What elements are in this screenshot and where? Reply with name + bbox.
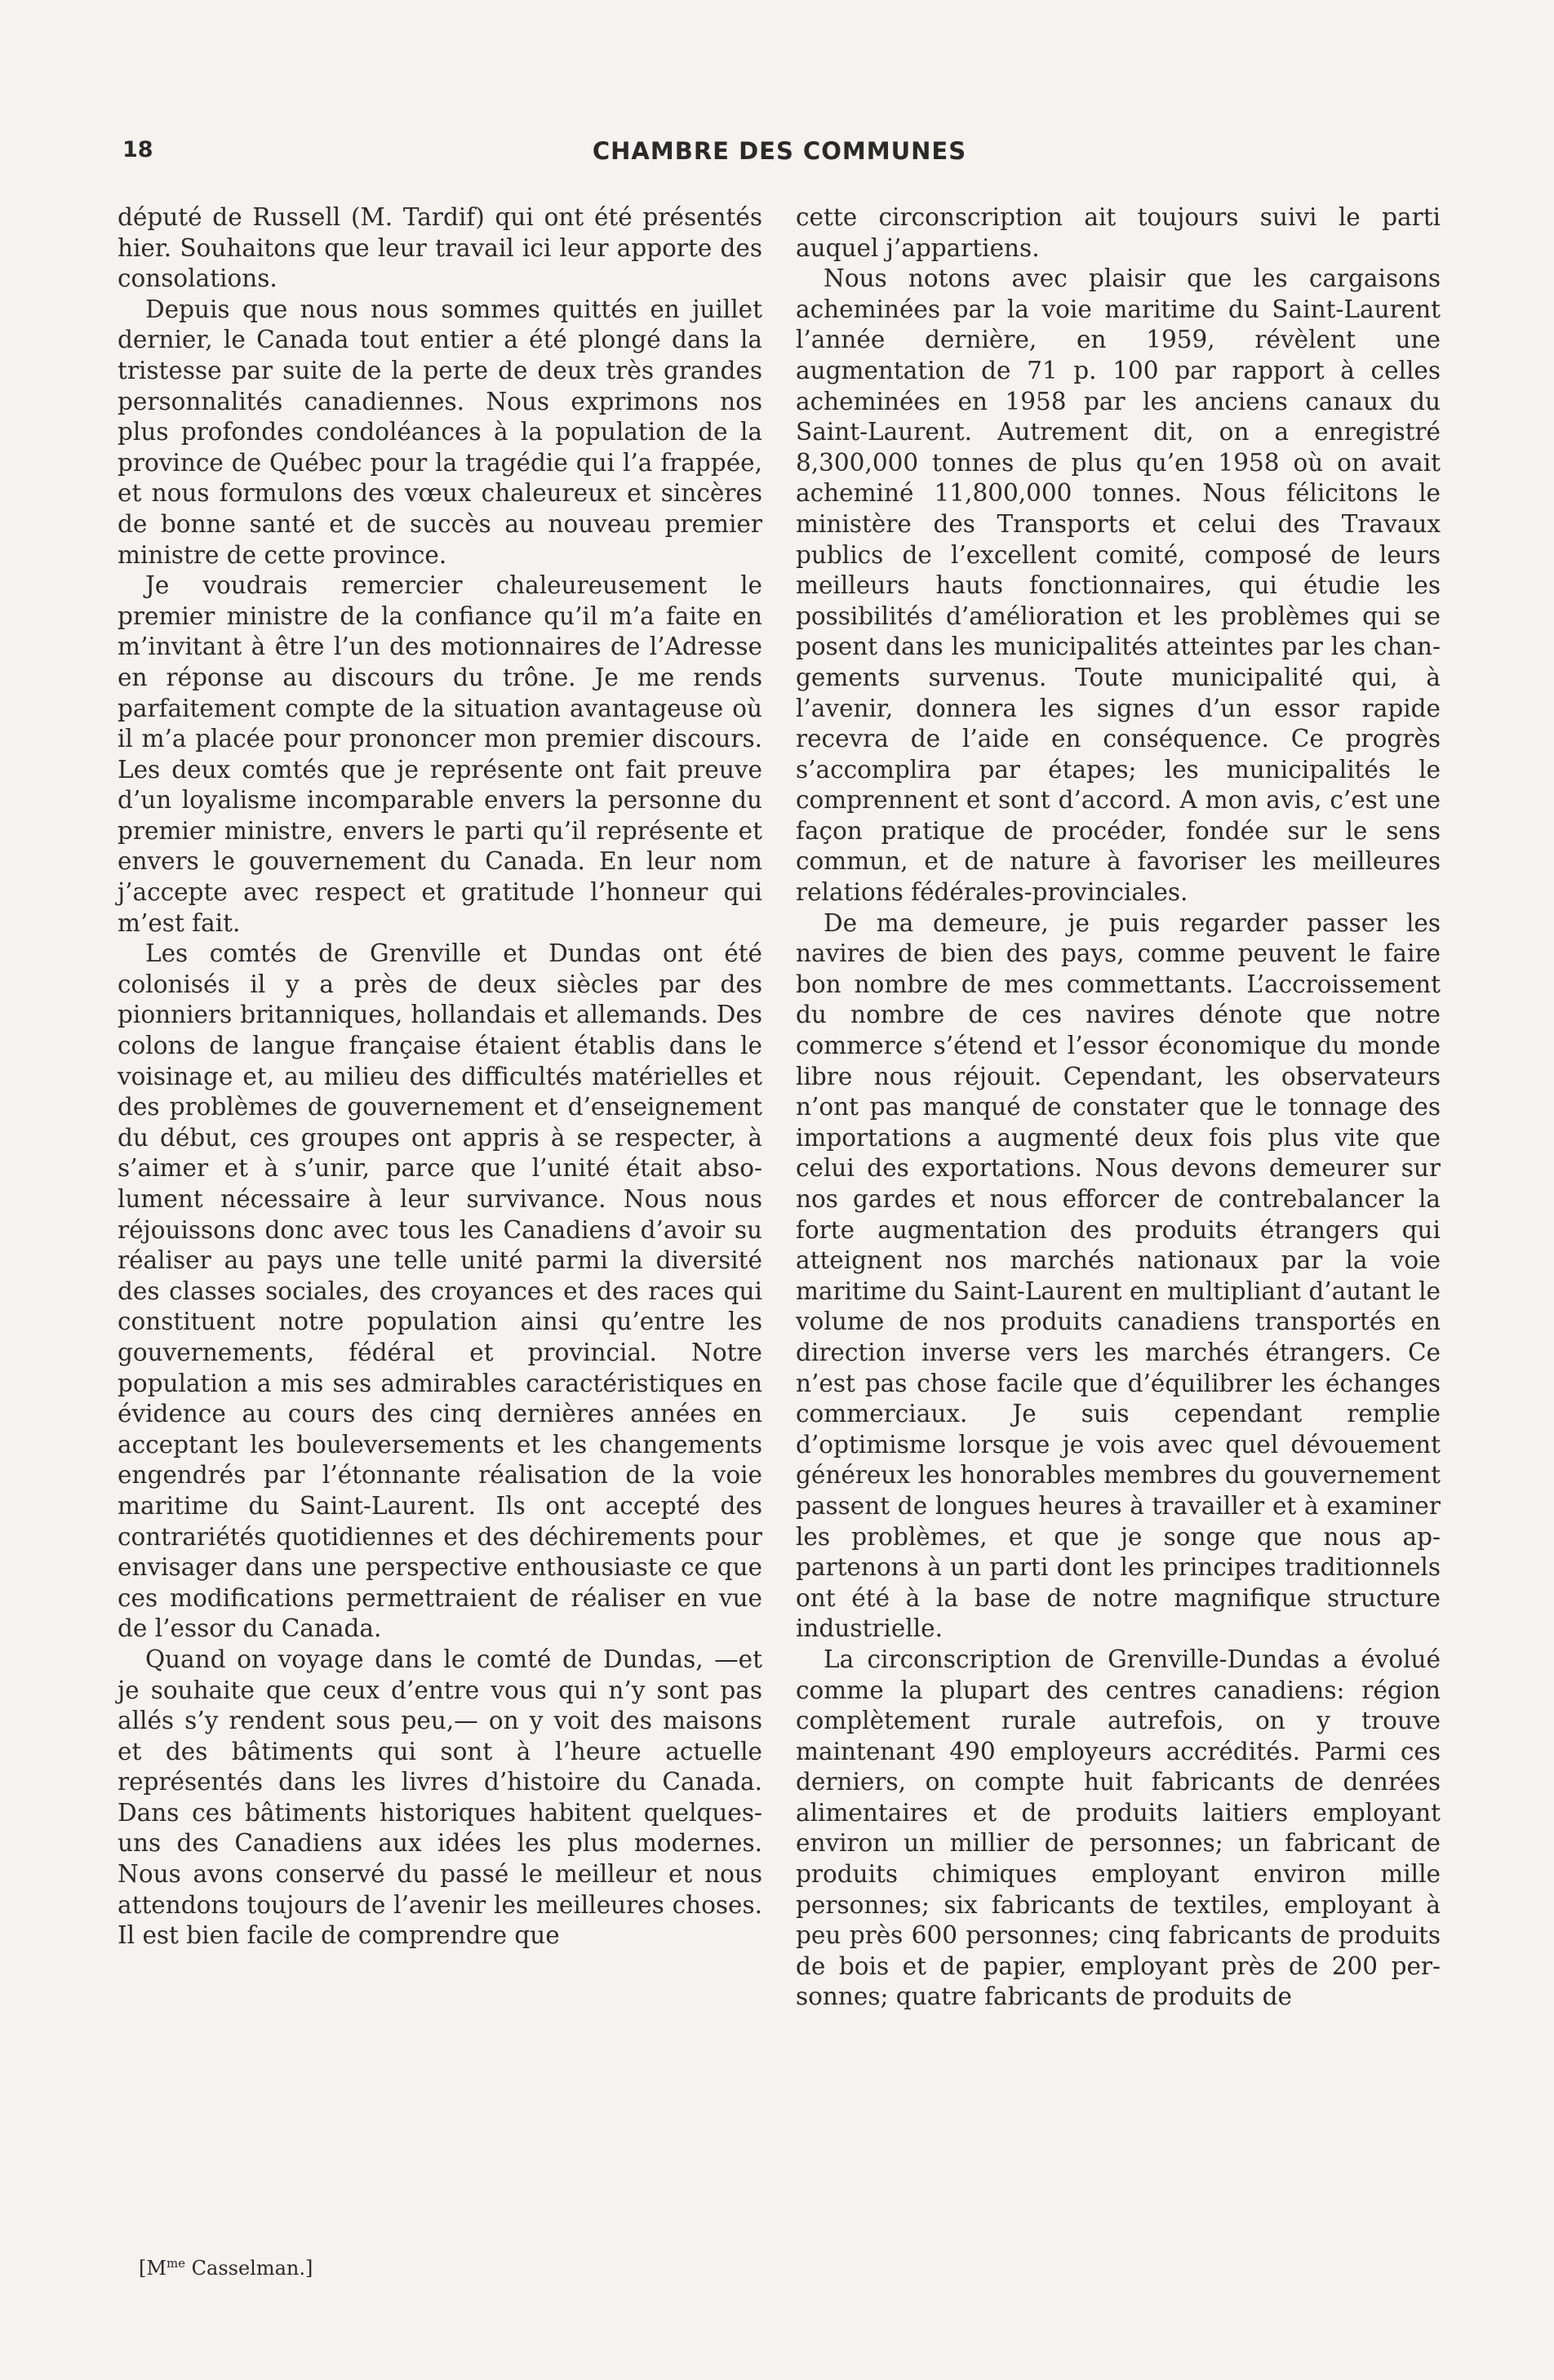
paragraph: Je voudrais remercier chaleureusement le premier ministre de la confiance qu’il m’a faite en m’invitant à être l’un des motionnaires de l’Adresse en réponse au discours du trône. Je me rends parfaitement compte de la situation avantageuse où il m’a placée pour prononcer mon premier discours. Les deux comtés que je représente ont fait preuve d’un loyalisme incomparable envers la personne du premier ministre, envers le parti qu’il représente et envers le gouvernement du Canada. En leur nom j’accepte avec respect et gratitude l’honneur qui m’est fait.: [118, 571, 762, 937]
paragraph: député de Russell (M. Tardif) qui ont été présentés hier. Souhaitons que leur travail ici leur apporte des consolations.: [118, 203, 762, 293]
right-column: [796, 202, 1441, 2013]
paragraph: cette circonscription ait toujours suivi le parti auquel j’appartiens.: [796, 203, 1441, 262]
left-column: [118, 202, 762, 1952]
speaker-title-sup: me: [166, 2256, 186, 2271]
speaker-open: [M: [139, 2257, 166, 2280]
speaker-name: Casselman.]: [185, 2257, 313, 2280]
paragraph: De ma demeure, je puis regarder passer les navires de bien des pays, comme peuvent le faire bon nombre de mes commettants. L’accroissement du nombre de ces navires dénote que notre commerce s’étend et l’essor économique du monde libre nous réjouit. Cependant, les observateurs n’ont pas manqué de constater que le tonnage des importations a augmenté deux fois plus vite que celui des exportations. Nous devons demeurer sur nos gardes et nous efforcer de contrebalancer la forte augmentation des produits étrangers qui atteignent nos marchés nationaux par la voie maritime du Saint-Laurent en multipliant d’autant le volume de nos produits canadiens transportés en direction inverse vers les marchés étrangers. Ce n’est pas chose facile que d’équilibrer les échanges commerciaux. Je suis cependant remplie d’optimisme lorsque je vois avec quel dévouement généreux les honorables membres du gouvernement passent de longues heures à travailler et à examiner les problèmes, et que je songe que nous appartenons à un parti dont les principes traditionnels ont été à la base de notre magnifique structure industrielle.: [796, 908, 1441, 1643]
page-header: [122, 137, 1436, 170]
running-title: CHAMBRE DES COMMUNES: [592, 137, 967, 165]
page-number: 18: [122, 137, 153, 162]
paragraph: Les comtés de Grenville et Dundas ont été colonisés il y a près de deux siècles par des pionniers britanniques, hollandais et allemands. Des colons de langue française étaient établis dans le voisinage et, au milieu des difficultés matérielles et des problèmes de gouvernement et d’enseignement du début, ces groupes ont appris à se respecter, à s’aimer et à s’unir, parce que l’unité était absolument nécessaire à leur survivance. Nous nous réjouissons donc avec tous les Canadiens d’avoir su réaliser au pays une telle unité parmi la diversité des classes sociales, des croyances et des races qui constituent notre population ainsi qu’entre les gouvernements, fédéral et provincial. Notre population a mis ses admirables caractéristiques en évidence au cours des cinq dernières années en acceptant les bouleversements et les changements engendrés par l’étonnante réalisation de la voie maritime du Saint-Laurent. Ils ont accepté des contrariétés quotidiennes et des déchirements pour envisager dans une perspective enthousiaste ce que ces modifications permettraient de réaliser en vue de l’essor du Canada.: [118, 939, 762, 1643]
paragraph: Quand on voyage dans le comté de Dundas, —et je souhaite que ceux d’entre vous qui n’y sont pas allés s’y rendent sous peu,— on y voit des maisons et des bâtiments qui sont à l’heure actuelle représentés dans les livres d’histoire du Canada. Dans ces bâtiments historiques habitent quelques-uns des Canadiens aux idées les plus modernes. Nous avons conservé du passé le meilleur et nous attendons toujours de l’avenir les meilleures choses. Il est bien facile de comprendre que: [118, 1645, 762, 1950]
speaker-attribution: [139, 2256, 313, 2280]
paragraph: Nous notons avec plaisir que les cargaisons acheminées par la voie maritime du Saint-Laurent l’année dernière, en 1959, révèlent une augmentation de 71 p. 100 par rapport à celles acheminées en 1958 par les anciens canaux du Saint-Laurent. Autrement dit, on a enregistré 8,300,000 tonnes de plus qu’en 1958 où on avait acheminé 11,800,000 tonnes. Nous félicitons le ministère des Transports et celui des Travaux publics de l’excellent comité, composé de leurs meilleurs hauts fonctionnaires, qui étudie les possibilités d’amélioration et les problèmes qui se posent dans les municipalités atteintes par les changements survenus. Toute municipalité qui, à l’avenir, donnera les signes d’un essor rapide recevra de l’aide en conséquence. Ce progrès s’accomplira par étapes; les municipalités le comprennent et sont d’accord. A mon avis, c’est une façon pratique de procéder, fondée sur le sens commun, et de nature à favoriser les meilleures relations fédérales-provinciales.: [796, 264, 1441, 907]
paragraph: La circonscription de Grenville-Dundas a évolué comme la plupart des centres canadiens: région complètement rurale autrefois, on y trouve maintenant 490 employeurs accrédités. Parmi ces derniers, on compte huit fabricants de denrées alimentaires et de produits laitiers employant environ un millier de personnes; un fabricant de produits chimiques employant environ mille personnes; six fabricants de textiles, employant à peu près 600 personnes; cinq fabricants de produits de bois et de papier, employant près de 200 personnes; quatre fabricants de produits de: [796, 1645, 1441, 2011]
paragraph: Depuis que nous nous sommes quittés en juillet dernier, le Canada tout entier a été plongé dans la tristesse par suite de la perte de deux très grandes personnalités canadiennes. Nous exprimons nos plus profondes condoléances à la population de la province de Québec pour la tragédie qui l’a frappée, et nous formulons des vœux chaleureux et sincères de bonne santé et de succès au nouveau premier ministre de cette province.: [118, 295, 762, 569]
